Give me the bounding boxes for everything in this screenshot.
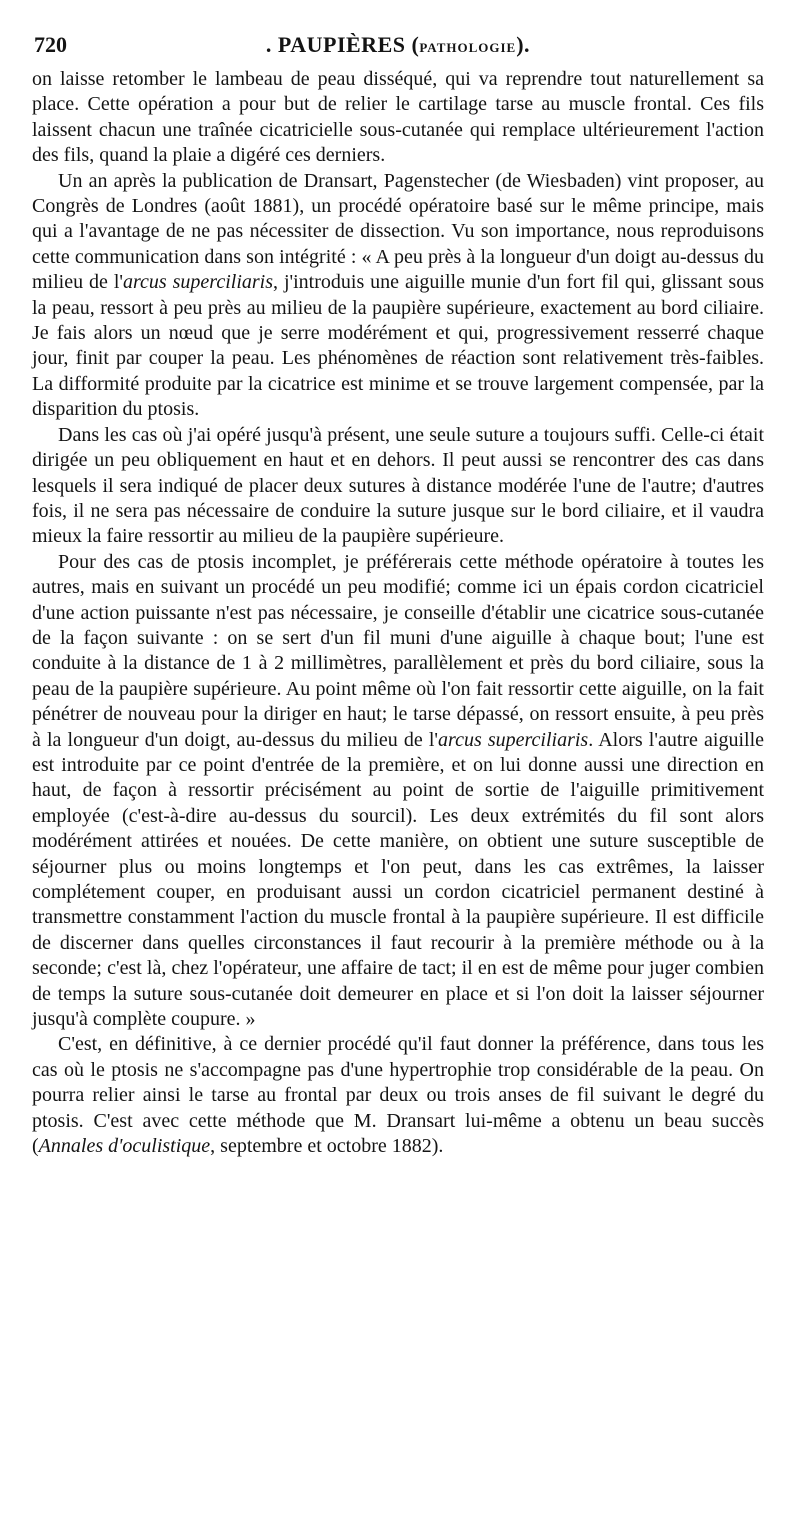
italic-term: arcus superciliaris: [123, 271, 274, 294]
paragraph-text: C'est, en définitive, à ce dernier procédé qu'il faut donner la préférence, dans tous les cas où le ptosis ne s'accompagne pas d'une hypertrophie trop considérable de la peau. On pourra relier ainsi le tarse au frontal par deux ou trois anses de fil suivant le degré du ptosis. C'est avec cette méthode que M. Dransart lui-même a obtenu un beau succès (: [32, 1033, 764, 1158]
paragraph-sutures: Dans les cas où j'ai opéré jusqu'à présent, une seule suture a toujours suffi. Celle-ci était dirigée un peu obliquement en haut et en dehors. Il peut aussi se rencontrer des cas dans lesquels il sera indiqué de placer deux sutures à distance modérée l'une de l'autre; d'autres fois, il ne sera pas nécessaire de conduire la suture jusque sur le bord ciliaire, et il vaudra mieux la faire ressortir au milieu de la paupière supérieure.: [32, 423, 764, 548]
paragraph-pagenstecher: [32, 169, 764, 423]
paragraph-continuation: on laisse retomber le lambeau de peau disséqué, qui va reprendre tout naturellement sa place. Cette opération a pour but de relier le cartilage tarse au muscle frontal. Ces fils laissent chacun une traînée cicatricielle sous-cutanée qui remplace ultérieurement l'action des fils, quand la plaie a digéré ces derniers.: [32, 68, 764, 167]
running-title-close: ).: [516, 32, 531, 57]
paragraph-text: , j'introduis une aiguille munie d'un fort fil qui, glissant sous la peau, ressort à peu près au milieu de la paupière supérieure, exactement au bord ciliaire. Je fais alors un nœud que je serre modérément et qui, progressivement resserré chaque jour, finit par couper la peau. Les phénomènes de réaction sont relativement très-faibles. La difformité produite par la cicatrice est minime et se trouve largement compensée, par la disparition du ptosis.: [32, 271, 764, 421]
paragraph-conclusion: [32, 1032, 764, 1159]
running-title-main: . PAUPIÈRES (: [265, 32, 420, 57]
body-text: [32, 67, 764, 1159]
running-header: [32, 28, 764, 62]
running-title-section: pathologie: [419, 36, 517, 56]
paragraph-incomplete-ptosis: [32, 550, 764, 1033]
paragraph-text: Un an après la publication de Dransart, Pagenstecher (de Wiesbaden) vint proposer, au Congrès de Londres (août 1881), un procédé opératoire basé sur le même principe, mais qui a l'avantage de ne pas nécessiter de dissection. Vu son importance, nous reproduisons cette communication dans son intégrité : « A peu près à la longueur d'un doigt au-dessus du milieu de l': [32, 169, 764, 294]
running-title: [32, 28, 764, 63]
paragraph-text: , septembre et octobre 1882).: [210, 1135, 444, 1158]
book-page: [32, 28, 764, 1159]
italic-term: arcus superciliaris: [438, 728, 589, 751]
paragraph-text: Pour des cas de ptosis incomplet, je préférerais cette méthode opératoire à toutes les autres, mais en suivant un procédé un peu modifié; comme ici un épais cordon cicatriciel d'une action puissante n'est pas nécessaire, je conseille d'établir une cicatrice sous-cutanée de la façon suivante : on se sert d'un fil muni d'une aiguille à chaque bout; l'une est conduite à la distance de 1 à 2 millimètres, parallèlement et près du bord ciliaire, sous la peau de la paupière supérieure. Au point même où l'on fait ressortir cette aiguille, on la fait pénétrer de nouveau pour la diriger en haut; le tarse dépassé, on ressort ensuite, à peu près à la longueur d'un doigt, au-dessus du milieu de l': [32, 550, 764, 751]
paragraph-text: . Alors l'autre aiguille est introduite par ce point d'entrée de la première, et on lui donne aussi une direction en haut, de façon à ressortir précisément au point de sortie de l'aiguille primitivement employée (c'est-à-dire au-dessus du sourcil). Les deux extrémités du fil sont alors modérément attirées et nouées. De cette manière, on obtient une suture susceptible de séjourner plus ou moins longtemps et l'on peut, dans les cas extrêmes, la laisser complétement couper, en produisant aussi un cordon cicatriciel permanent destiné à transmettre constamment l'action du muscle frontal à la paupière supérieure. Il est difficile de discerner dans quelles circonstances il faut recourir à la première méthode ou à la seconde; c'est là, chez l'opérateur, une affaire de tact; il en est de même pour juger combien de temps la suture sous-cutanée doit demeurer en place et si l'on doit la laisser séjourner jusqu'à complète coupure. »: [32, 728, 765, 1031]
journal-title: Annales d'oculistique: [38, 1135, 211, 1158]
page-number: 720: [34, 32, 67, 57]
